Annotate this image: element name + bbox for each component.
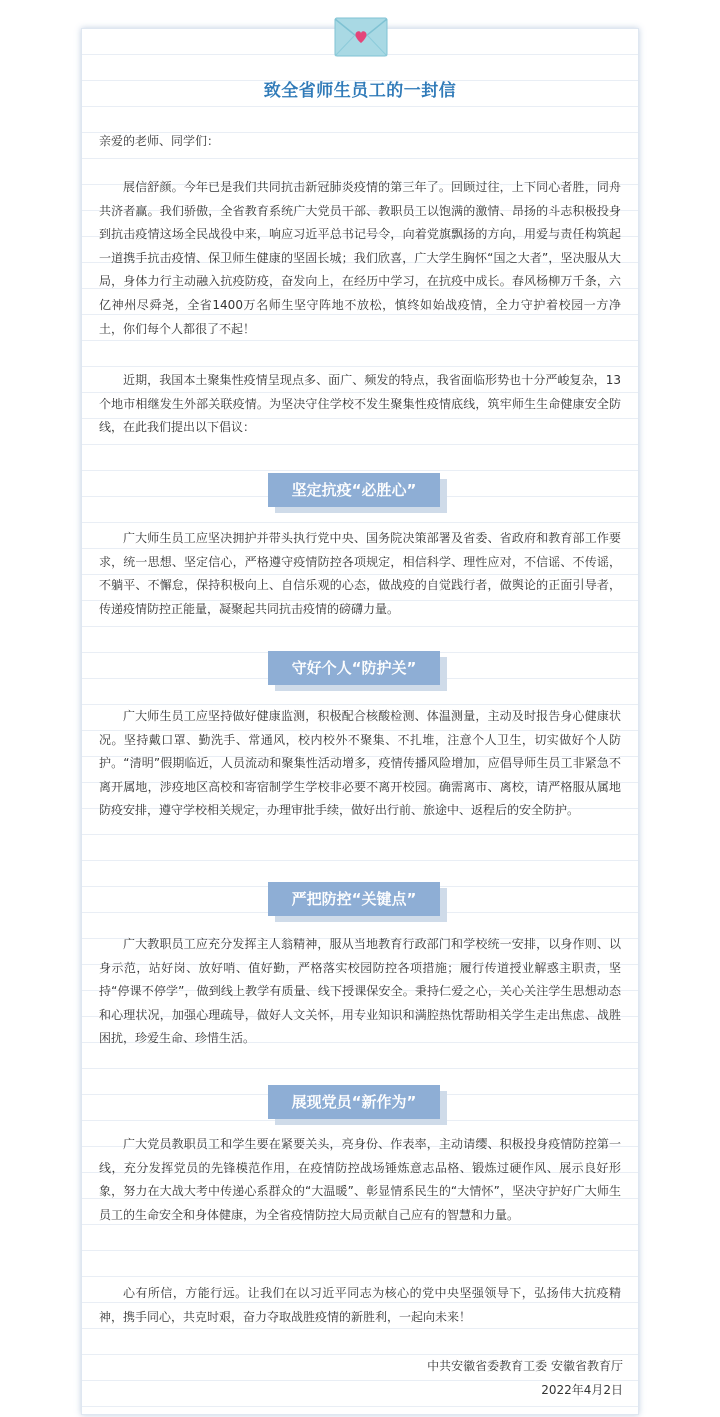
section-body-1: 广大师生员工应坚决拥护并带头执行党中央、国务院决策部署及省委、省政府和教育部工作要求，统一思想、坚定信心，严格遵守疫情防控各项规定，相信科学、理性应对，不信谣、不传谣，不躺平、不懈怠，保持积极向上、自信乐观的心态，做战疫的自觉践行者，做舆论的正面引导者，传递疫情防控正能量，凝聚起共同抗击疫情的磅礴力量。 xyxy=(99,531,621,616)
signature: 中共安徽省委教育工委 安徽省教育厅 xyxy=(427,1359,623,1373)
intro-paragraph-2: 近期，我国本土聚集性疫情呈现点多、面广、频发的特点，我省面临形势也十分严峻复杂，13个地市相继发生外部关联疫情。为坚决守住学校不发生聚集性疫情底线，筑牢师生生命健康安全防线，在此我们提出以下倡议： xyxy=(99,373,621,435)
section-tag-2 xyxy=(268,651,448,691)
section-tag-1 xyxy=(268,473,448,513)
section-heading-2: 守好个人“防护关” xyxy=(268,651,440,685)
section-body-4: 广大党员教职员工和学生要在紧要关头，亮身份、作表率，主动请缨、积极投身疫情防控第一线，充分发挥党员的先锋模范作用，在疫情防控战场锤炼意志品格、锻炼过硬作风、展示良好形象，努力在大战大考中传递心系群众的“大温暖”、彰显情系民生的“大情怀”，坚决守护好广大师生员工的生命安全和身体健康，为全省疫情防控大局贡献自己应有的智慧和力量。 xyxy=(99,1137,621,1222)
section-body-2: 广大师生员工应坚持做好健康监测，积极配合核酸检测、体温测量，主动及时报告身心健康状况。坚持戴口罩、勤洗手、常通风，校内校外不聚集、不扎堆，注意个人卫生，切实做好个人防护。“清明”假期临近，人员流动和聚集性活动增多，疫情传播风险增加，应倡导师生员工非紧急不离开属地，涉疫地区高校和寄宿制学生学校非必要不离开校园。确需离市、离校，请严格服从属地防疫安排，遵守学校相关规定，办理审批手续，做好出行前、旅途中、返程后的安全防护。 xyxy=(99,709,621,818)
section-body-3: 广大教职员工应充分发挥主人翁精神，服从当地教育行政部门和学校统一安排，以身作则、以身示范，站好岗、放好哨、值好勤，严格落实校园防控各项措施；履行传道授业解惑主职责，坚持“停课不停学”，做到线上教学有质量、线下授课保安全。秉持仁爱之心，关心关注学生思想动态和心理状况，加强心理疏导，做好人文关怀，用专业知识和满腔热忱帮助相关学生走出焦虑、战胜困扰，珍爱生命、珍惜生活。 xyxy=(99,937,621,1046)
closing-paragraph: 心有所信，方能行远。让我们在以习近平同志为核心的党中央坚强领导下，弘扬伟大抗疫精神，携手同心，共克时艰，奋力夺取战胜疫情的新胜利，一起向未来！ xyxy=(99,1286,621,1324)
letter-title: 致全省师生员工的一封信 xyxy=(263,81,457,101)
section-heading-1: 坚定抗疫“必胜心” xyxy=(268,473,440,507)
envelope-heart-icon xyxy=(334,16,388,58)
signature-date: 2022年4月2日 xyxy=(541,1383,623,1397)
section-heading-4: 展现党员“新作为” xyxy=(268,1085,440,1119)
section-tag-4 xyxy=(268,1085,448,1125)
greeting: 亲爱的老师、同学们： xyxy=(99,134,220,148)
intro-paragraph-1: 展信舒颜。今年已是我们共同抗击新冠肺炎疫情的第三年了。回顾过往，上下同心者胜，同舟共济者赢。我们骄傲，全省教育系统广大党员干部、教职员工以饱满的激情、昂扬的斗志积极投身到抗击疫情这场全民战役中来，响应习近平总书记号令，向着党旗飘扬的方向，用爱与责任构筑起一道携手抗击疫情、保卫师生健康的坚固长城；我们欣喜，广大学生胸怀“国之大者”，坚决服从大局，身体力行主动融入抗疫防疫，奋发向上，在经历中学习，在抗疫中成长。春风杨柳万千条，六亿神州尽舜尧，全省1400万名师生坚守阵地不放松，慎终如始战疫情，全力守护着校园一方净土，你们每个人都很了不起！ xyxy=(99,180,621,336)
section-tag-3 xyxy=(268,882,448,922)
section-heading-3: 严把防控“关键点” xyxy=(268,882,440,916)
